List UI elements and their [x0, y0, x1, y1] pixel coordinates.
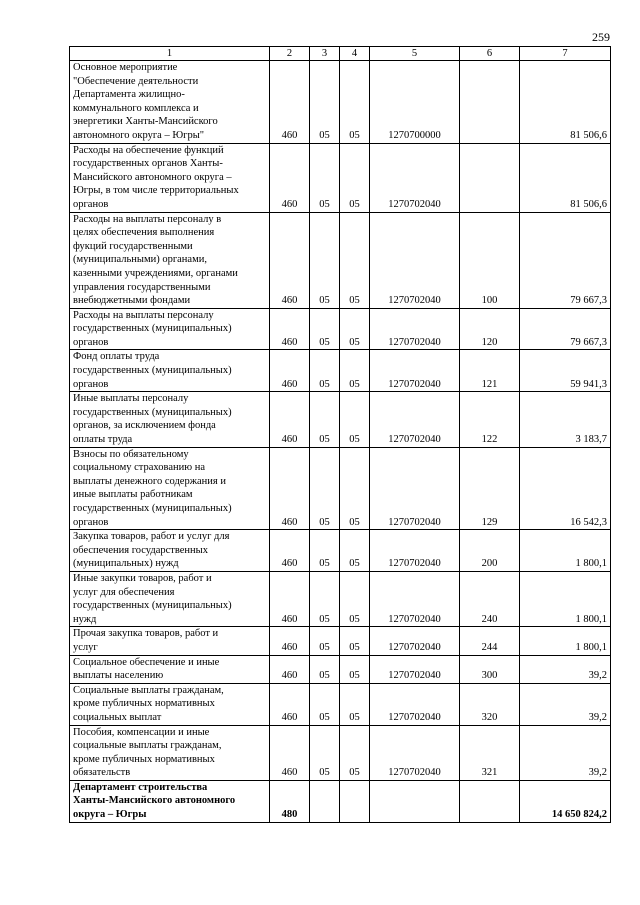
- podrazdel-cell: 05: [340, 627, 370, 655]
- name-line: Ханты-Мансийского автономного: [73, 795, 236, 807]
- vedomstvo-cell: 460: [270, 655, 310, 683]
- vr-cell: 320: [460, 683, 520, 725]
- name-line: органов: [73, 516, 109, 528]
- name-line: иные выплаты работникам: [73, 489, 193, 501]
- podrazdel-cell: [340, 780, 370, 822]
- name-line: Департамента жилищно-: [73, 89, 185, 101]
- vr-cell: 120: [460, 308, 520, 350]
- table-row: [70, 447, 611, 530]
- name-line: (муниципальных) нужд: [73, 558, 179, 570]
- name-line: Иные закупки товаров, работ и: [73, 572, 212, 584]
- name-cell: [70, 725, 270, 780]
- name-line: государственных (муниципальных): [73, 600, 232, 612]
- name-line: социальных выплат: [73, 711, 162, 723]
- csr-cell: 1270702040: [370, 308, 460, 350]
- vedomstvo-cell: 460: [270, 308, 310, 350]
- name-line: Закупка товаров, работ и услуг для: [73, 531, 230, 543]
- sum-cell: 1 800,1: [520, 571, 611, 626]
- razdel-cell: 05: [310, 725, 340, 780]
- sum-cell: 81 506,6: [520, 61, 611, 144]
- header-cell-1: 1: [70, 47, 270, 61]
- name-line: автономного округа – Югры": [73, 129, 205, 141]
- name-line: государственных органов Ханты-: [73, 158, 223, 170]
- sum-cell: 81 506,6: [520, 143, 611, 212]
- name-cell: [70, 683, 270, 725]
- csr-cell: 1270702040: [370, 683, 460, 725]
- name-line: Фонд оплаты труда: [73, 351, 160, 363]
- name-cell: [70, 350, 270, 392]
- podrazdel-cell: 05: [340, 683, 370, 725]
- name-line: энергетики Ханты-Мансийского: [73, 116, 218, 128]
- name-line: Департамент строительства: [73, 781, 208, 793]
- table-row: [70, 780, 611, 822]
- razdel-cell: 05: [310, 447, 340, 530]
- vedomstvo-cell: 460: [270, 683, 310, 725]
- csr-cell: 1270702040: [370, 447, 460, 530]
- sum-cell: 1 800,1: [520, 627, 611, 655]
- csr-cell: 1270702040: [370, 392, 460, 447]
- vedomstvo-cell: 460: [270, 725, 310, 780]
- vedomstvo-cell: 460: [270, 571, 310, 626]
- razdel-cell: [310, 780, 340, 822]
- name-line: "Обеспечение деятельности: [73, 75, 199, 87]
- sum-cell: 79 667,3: [520, 212, 611, 308]
- table-row: [70, 571, 611, 626]
- razdel-cell: 05: [310, 308, 340, 350]
- podrazdel-cell: 05: [340, 350, 370, 392]
- name-cell: [70, 308, 270, 350]
- vedomstvo-cell: 460: [270, 447, 310, 530]
- podrazdel-cell: 05: [340, 655, 370, 683]
- name-line: Прочая закупка товаров, работ и: [73, 628, 219, 640]
- name-line: Мансийского автономного округа –: [73, 171, 232, 183]
- vr-cell: 200: [460, 530, 520, 572]
- razdel-cell: 05: [310, 212, 340, 308]
- table-row: [70, 308, 611, 350]
- razdel-cell: 05: [310, 61, 340, 144]
- csr-cell: 1270702040: [370, 627, 460, 655]
- name-line: обязательств: [73, 767, 131, 779]
- sum-cell: 14 650 824,2: [520, 780, 611, 822]
- name-line: органов: [73, 198, 109, 210]
- name-cell: [70, 655, 270, 683]
- name-line: управления государственными: [73, 281, 211, 293]
- vr-cell: [460, 143, 520, 212]
- vedomstvo-cell: 460: [270, 350, 310, 392]
- header-cell-3: 3: [310, 47, 340, 61]
- name-line: Социальные выплаты гражданам,: [73, 684, 224, 696]
- name-line: социальному страхованию на: [73, 462, 205, 474]
- razdel-cell: 05: [310, 350, 340, 392]
- name-line: нужд: [73, 613, 97, 625]
- csr-cell: 1270702040: [370, 212, 460, 308]
- name-line: услуг для обеспечения: [73, 586, 175, 598]
- name-line: Расходы на обеспечение функций: [73, 144, 224, 156]
- table-row: [70, 627, 611, 655]
- name-line: услуг: [73, 641, 98, 653]
- vedomstvo-cell: 480: [270, 780, 310, 822]
- header-cell-5: 5: [370, 47, 460, 61]
- podrazdel-cell: 05: [340, 143, 370, 212]
- name-line: Расходы на выплаты персоналу: [73, 309, 214, 321]
- table-row: [70, 392, 611, 447]
- vedomstvo-cell: 460: [270, 627, 310, 655]
- sum-cell: 39,2: [520, 725, 611, 780]
- csr-cell: 1270702040: [370, 143, 460, 212]
- name-line: выплаты населению: [73, 670, 164, 682]
- name-line: фукций государственными: [73, 240, 193, 252]
- csr-cell: 1270702040: [370, 350, 460, 392]
- name-cell: [70, 143, 270, 212]
- vr-cell: 100: [460, 212, 520, 308]
- sum-cell: 79 667,3: [520, 308, 611, 350]
- name-line: внебюджетными фондами: [73, 295, 191, 307]
- csr-cell: [370, 780, 460, 822]
- podrazdel-cell: 05: [340, 392, 370, 447]
- name-line: Основное мероприятие: [73, 62, 178, 73]
- vr-cell: 129: [460, 447, 520, 530]
- table-row: [70, 61, 611, 144]
- name-line: кроме публичных нормативных: [73, 698, 215, 710]
- name-line: Югры, в том числе территориальных: [73, 185, 239, 197]
- razdel-cell: 05: [310, 627, 340, 655]
- name-line: органов: [73, 378, 109, 390]
- header-cell-4: 4: [340, 47, 370, 61]
- name-line: Взносы по обязательному: [73, 448, 189, 460]
- name-line: Социальное обеспечение и иные: [73, 656, 220, 668]
- table-row: [70, 530, 611, 572]
- name-cell: [70, 447, 270, 530]
- vedomstvo-cell: 460: [270, 530, 310, 572]
- name-cell: [70, 392, 270, 447]
- vr-cell: 121: [460, 350, 520, 392]
- budget-table: [69, 46, 611, 823]
- name-line: целях обеспечения выполнения: [73, 227, 215, 239]
- vr-cell: 300: [460, 655, 520, 683]
- name-line: выплаты денежного содержания и: [73, 475, 226, 487]
- podrazdel-cell: 05: [340, 530, 370, 572]
- table-row: [70, 683, 611, 725]
- vr-cell: [460, 61, 520, 144]
- name-line: социальные выплаты гражданам,: [73, 740, 222, 752]
- podrazdel-cell: 05: [340, 212, 370, 308]
- name-line: казенными учреждениями, органами: [73, 267, 238, 279]
- table-row: [70, 212, 611, 308]
- podrazdel-cell: 05: [340, 571, 370, 626]
- vedomstvo-cell: 460: [270, 143, 310, 212]
- header-cell-2: 2: [270, 47, 310, 61]
- table-row: [70, 655, 611, 683]
- header-cell-6: 6: [460, 47, 520, 61]
- sum-cell: 1 800,1: [520, 530, 611, 572]
- header-cell-7: 7: [520, 47, 611, 61]
- vr-cell: 244: [460, 627, 520, 655]
- name-cell: [70, 571, 270, 626]
- razdel-cell: 05: [310, 143, 340, 212]
- csr-cell: 1270702040: [370, 571, 460, 626]
- table-row: [70, 725, 611, 780]
- sum-cell: 39,2: [520, 683, 611, 725]
- name-line: оплаты труда: [73, 434, 133, 446]
- podrazdel-cell: 05: [340, 725, 370, 780]
- csr-cell: 1270702040: [370, 655, 460, 683]
- name-line: обеспечения государственных: [73, 544, 208, 556]
- page-number: 259: [592, 30, 610, 44]
- csr-cell: 1270702040: [370, 725, 460, 780]
- name-line: органов, за исключением фонда: [73, 420, 216, 432]
- sum-cell: 3 183,7: [520, 392, 611, 447]
- podrazdel-cell: 05: [340, 308, 370, 350]
- vr-cell: 321: [460, 725, 520, 780]
- name-line: кроме публичных нормативных: [73, 753, 215, 765]
- name-line: государственных (муниципальных): [73, 323, 232, 335]
- name-cell: [70, 61, 270, 144]
- sum-cell: 16 542,3: [520, 447, 611, 530]
- vedomstvo-cell: 460: [270, 212, 310, 308]
- vedomstvo-cell: 460: [270, 392, 310, 447]
- sum-cell: 59 941,3: [520, 350, 611, 392]
- name-line: Расходы на выплаты персоналу в: [73, 213, 222, 225]
- csr-cell: 1270702040: [370, 530, 460, 572]
- vr-cell: 240: [460, 571, 520, 626]
- name-line: органов: [73, 336, 109, 348]
- razdel-cell: 05: [310, 571, 340, 626]
- name-line: (муниципальными) органами,: [73, 254, 207, 266]
- podrazdel-cell: 05: [340, 61, 370, 144]
- table-row: [70, 350, 611, 392]
- table-row: [70, 143, 611, 212]
- sum-cell: 39,2: [520, 655, 611, 683]
- name-cell: [70, 780, 270, 822]
- vr-cell: [460, 780, 520, 822]
- name-cell: [70, 627, 270, 655]
- csr-cell: 1270700000: [370, 61, 460, 144]
- name-line: округа – Югры: [73, 809, 147, 821]
- name-line: государственных (муниципальных): [73, 365, 232, 377]
- name-cell: [70, 212, 270, 308]
- podrazdel-cell: 05: [340, 447, 370, 530]
- name-line: коммунального комплекса и: [73, 102, 199, 114]
- razdel-cell: 05: [310, 530, 340, 572]
- vr-cell: 122: [460, 392, 520, 447]
- razdel-cell: 05: [310, 683, 340, 725]
- table-header-row: [70, 47, 611, 61]
- name-line: Иные выплаты персоналу: [73, 393, 189, 405]
- razdel-cell: 05: [310, 392, 340, 447]
- name-cell: [70, 530, 270, 572]
- name-line: государственных (муниципальных): [73, 406, 232, 418]
- name-line: Пособия, компенсации и иные: [73, 726, 210, 738]
- name-line: государственных (муниципальных): [73, 503, 232, 514]
- razdel-cell: 05: [310, 655, 340, 683]
- vedomstvo-cell: 460: [270, 61, 310, 144]
